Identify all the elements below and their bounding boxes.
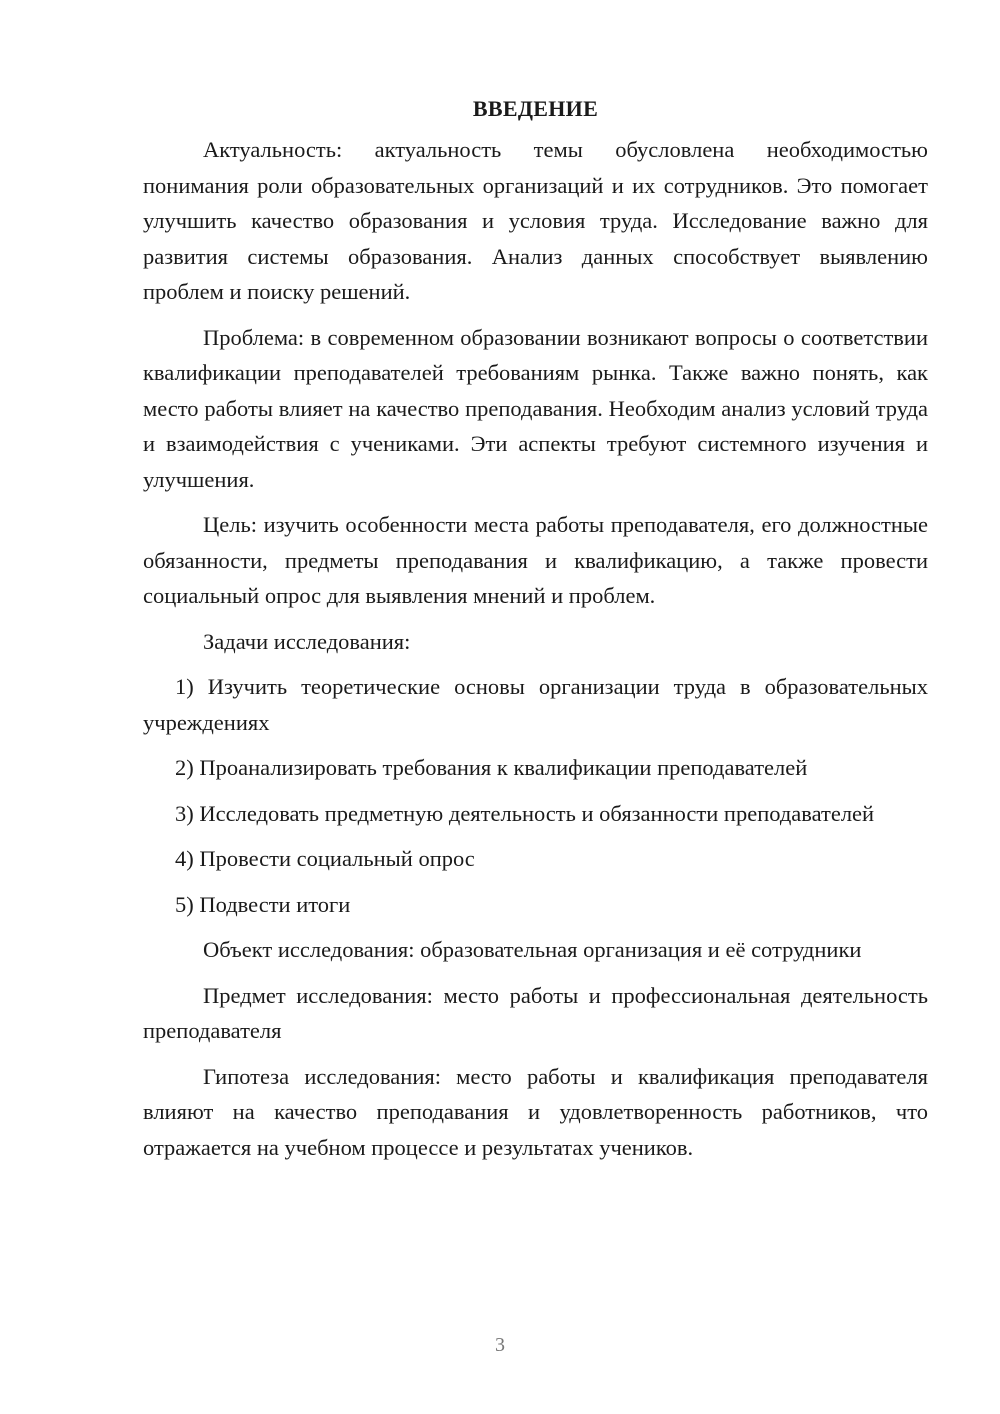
hypothesis-paragraph: Гипотеза исследования: место работы и квалификация преподавателя влияют на качество преподавания и удовлетворенность работников, что отражается на учебном процессе и результатах учеников. [143, 1063, 928, 1160]
task-item-5: 5) Подвести итоги [175, 891, 351, 917]
task-item-2: 2) Проанализировать требования к квалификации преподавателей [175, 755, 808, 780]
object-paragraph: Объект исследования: образовательная организация и её сотрудники [203, 937, 862, 962]
goal-paragraph: Цель: изучить особенности места работы преподавателя, его должностные обязанности, предметы преподавания и квалификацию, а также провести социальный опрос для выявления мнений и проблем. [143, 512, 928, 608]
task-item-4: 4) Провести социальный опрос [175, 846, 475, 871]
subject-paragraph: Предмет исследования: место работы и профессиональная деятельность преподавателя [143, 982, 928, 1043]
task-item-3: 3) Исследовать предметную деятельность и обязанности преподавателей [175, 800, 875, 826]
problem-paragraph: Проблема: в современном образовании возникают вопросы о соответствии квалификации преподавателей требованиям рынка. Также важно понять, как место работы влияет на качество преподавания. Необходим анализ условий труда и взаимодействия с учениками. Эти аспекты требуют системного изучения и улучшения. [143, 324, 928, 492]
page-number: 3 [495, 1334, 505, 1356]
page-content [143, 94, 928, 1175]
relevance-paragraph: Актуальность: актуальность темы обусловлена необходимостью понимания роли образовательных организаций и их сотрудников. Это помогает улучшить качество образования и условия труда. Исследование важно для развития системы образования. Анализ данных способствует выявлению проблем и поиску решений. [143, 137, 928, 304]
tasks-list [143, 669, 928, 922]
section-title: ВВЕДЕНИЕ [472, 96, 599, 121]
tasks-heading: Задачи исследования: [203, 628, 411, 654]
task-item-1: 1) Изучить теоретические основы организации труда в образовательных учреждениях [143, 674, 928, 735]
